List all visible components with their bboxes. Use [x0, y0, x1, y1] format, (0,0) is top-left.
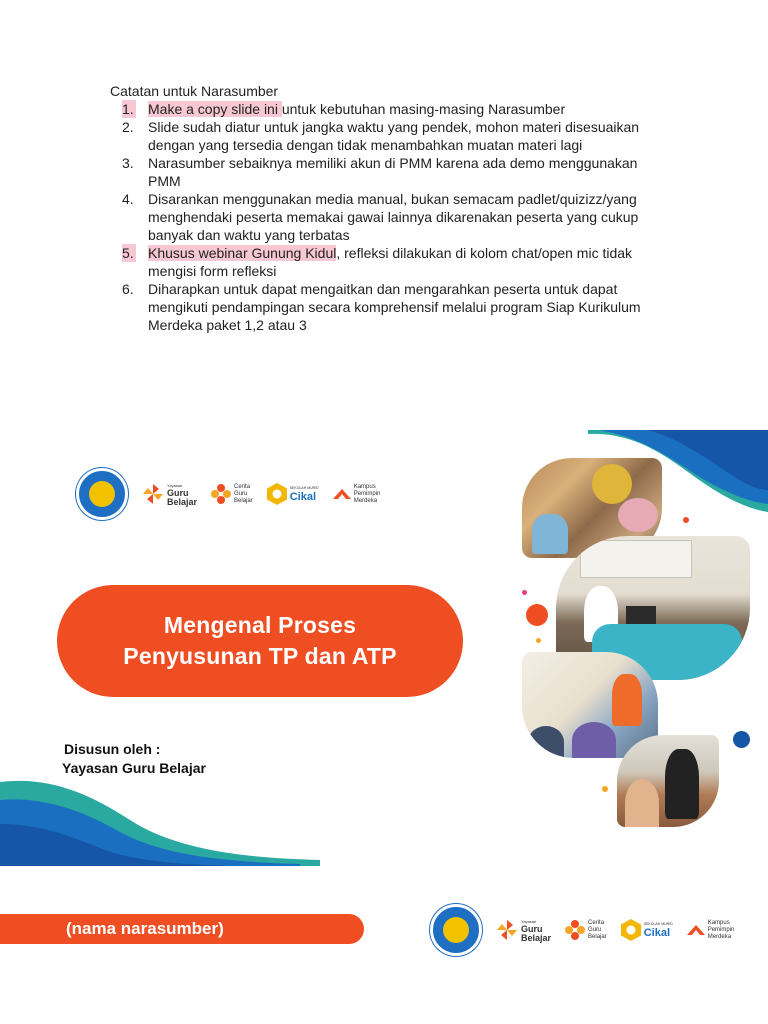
decorative-dot: [602, 786, 608, 792]
item-number: 4.: [122, 191, 134, 207]
classroom-photo-4: [617, 735, 719, 827]
notes-section: [110, 82, 670, 334]
cikal-logo: [621, 919, 673, 941]
cerita-guru-belajar-logo: [211, 484, 253, 505]
item-number: 2.: [122, 119, 134, 135]
item-highlight: Khusus webinar Gunung Kidul: [148, 245, 337, 261]
cerita-guru-belajar-logo: [565, 920, 607, 941]
logo-text: SEKOLAH MURID: [289, 486, 319, 490]
logo-text: Cikal: [289, 491, 317, 503]
decorative-dot: [536, 638, 541, 643]
notes-list: [110, 100, 670, 334]
hexagon-icon: [621, 919, 641, 941]
item-text: untuk kebutuhan masing-masing Narasumber: [281, 101, 566, 117]
partner-logos: [76, 468, 380, 520]
pinwheel-icon: [496, 919, 518, 941]
logo-text: Pemimpin: [707, 926, 735, 933]
flower-icon: [211, 484, 231, 504]
decorative-dot: [526, 604, 548, 626]
chevron-logo-icon: [687, 923, 705, 937]
tut-wuri-handayani-logo: [76, 468, 128, 520]
logo-text: Kampus: [707, 919, 730, 926]
item-number: 5.: [122, 245, 134, 261]
item-number: 6.: [122, 281, 134, 297]
guru-belajar-logo: [142, 482, 197, 507]
author-name: Yayasan Guru Belajar: [62, 760, 206, 776]
logo-text: Merdeka: [707, 933, 732, 940]
list-item: [110, 100, 670, 118]
logo-text: Cerita: [588, 919, 605, 926]
logo-text: Belajar: [234, 497, 253, 504]
hexagon-icon: [267, 483, 287, 505]
logo-text: Belajar: [521, 932, 552, 943]
slide-title-line: Penyusunan TP dan ATP: [123, 643, 397, 669]
decorative-dot: [683, 517, 689, 523]
logo-text: Cerita: [234, 483, 251, 490]
presenter-name-banner: [0, 914, 364, 944]
item-number: 1.: [122, 101, 134, 117]
notes-title: Catatan untuk Narasumber: [110, 83, 279, 99]
author-label: Disusun oleh :: [64, 741, 161, 757]
kampus-pemimpin-merdeka-logo: [687, 920, 735, 941]
partner-logos-bottom: [430, 904, 734, 956]
list-item: [110, 244, 670, 280]
logo-text: Belajar: [167, 496, 198, 507]
cover-slide: [0, 430, 768, 866]
logo-text: Merdeka: [353, 497, 378, 504]
logo-text: Belajar: [588, 933, 607, 940]
item-text: Narasumber sebaiknya memiliki akun di PMM karena ada demo menggunakan PMM: [148, 155, 638, 189]
logo-text: Yayasan: [521, 918, 537, 924]
list-item: [110, 190, 670, 244]
list-item: [110, 154, 670, 190]
logo-text: Yayasan: [167, 482, 183, 488]
logo-text: Guru: [167, 487, 189, 498]
logo-text: Cikal: [643, 927, 671, 939]
cikal-logo: [267, 483, 319, 505]
item-text: Diharapkan untuk dapat mengaitkan dan mengarahkan peserta untuk dapat mengikuti pendampingan secara komprehensif melalui program Siap Kurikulum Merdeka paket 1,2 atau 3: [148, 281, 641, 333]
author-block: [62, 740, 206, 778]
kampus-pemimpin-merdeka-logo: [333, 484, 381, 505]
list-item: [110, 280, 670, 334]
slide-title-line: Mengenal Proses: [163, 612, 357, 638]
chevron-logo-icon: [333, 487, 351, 501]
wave-decoration-bottom-left: [0, 776, 320, 866]
item-text: Disarankan menggunakan media manual, bukan semacam padlet/quizizz/yang menghendaki peserta memakai gawai lainnya dikarenakan peserta yang cukup banyak dan waktu yang terbatas: [148, 191, 639, 243]
presenter-name-placeholder: (nama narasumber): [66, 919, 224, 938]
logo-text: Guru: [234, 490, 248, 497]
guru-belajar-logo: [496, 918, 551, 943]
flower-icon: [565, 920, 585, 940]
logo-text: SEKOLAH MURID: [643, 922, 673, 926]
logo-text: Kampus: [353, 483, 376, 490]
logo-text: Guru: [588, 926, 602, 933]
list-item: [110, 118, 670, 154]
item-number: 3.: [122, 155, 134, 171]
tut-wuri-handayani-logo: [430, 904, 482, 956]
item-text: Slide sudah diatur untuk jangka waktu yang pendek, mohon materi disesuaikan dengan yang tersedia dengan tidak menambahkan muatan materi lagi: [148, 119, 640, 153]
logo-text: Guru: [521, 923, 543, 934]
pinwheel-icon: [142, 483, 164, 505]
logo-text: Pemimpin: [353, 490, 381, 497]
decorative-dot: [522, 590, 527, 595]
item-text: , refleksi dilakukan di kolom chat/open mic tidak mengisi form refleksi: [148, 245, 633, 279]
item-highlight: Make a copy slide ini: [148, 101, 282, 117]
decorative-dot: [733, 731, 750, 748]
slide-title-banner: [57, 585, 463, 697]
